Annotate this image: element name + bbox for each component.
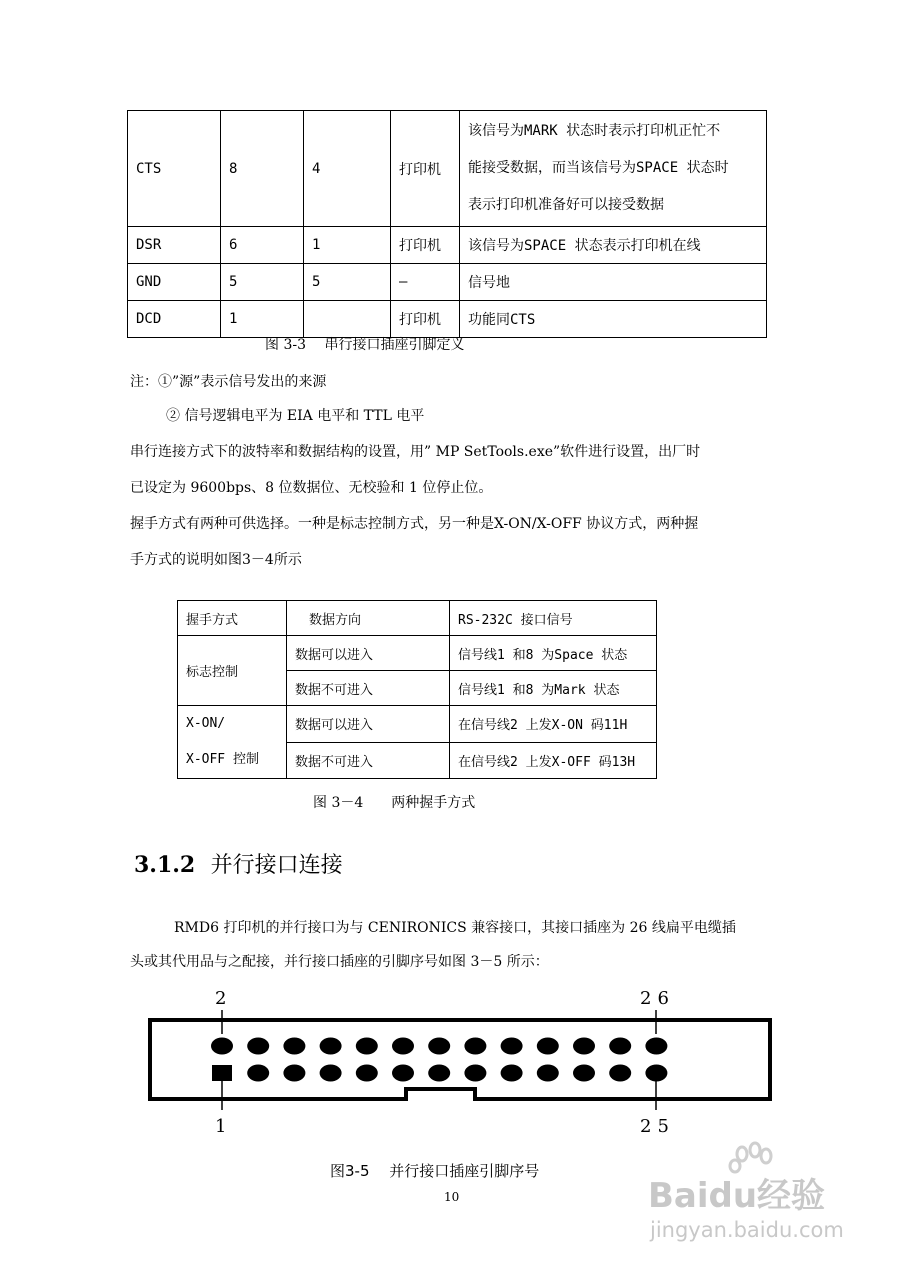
watermark-url: jingyan.baidu.com — [650, 1218, 844, 1242]
table-caption: 图 3－4 两种握手方式 — [313, 795, 476, 811]
direction-cell: 数据可以进入 — [287, 636, 450, 671]
pin-label-26: 26 — [640, 988, 675, 1009]
pin-1-square — [212, 1065, 232, 1081]
paragraph-line: 已设定为 9600bps、8 位数据位、无校验和 1 位停止位。 — [130, 480, 493, 496]
table-row — [128, 301, 767, 338]
mode-cell — [178, 706, 287, 779]
direction-cell: 数据可以进入 — [287, 706, 450, 743]
pin — [320, 1038, 342, 1055]
pin — [392, 1038, 414, 1055]
pin — [645, 1065, 667, 1082]
section-heading — [134, 848, 343, 879]
pin — [247, 1065, 269, 1082]
pin — [247, 1038, 269, 1055]
note-1: 注：①”源”表示信号发出的来源 — [130, 374, 327, 390]
pin — [320, 1065, 342, 1082]
connector-outline — [150, 1020, 770, 1099]
mode-cell: 标志控制 — [178, 636, 287, 706]
pin — [464, 1038, 486, 1055]
pin — [464, 1065, 486, 1082]
table-header-row — [178, 601, 657, 636]
paragraph-line: 头或其代用品与之配接，并行接口插座的引脚序号如图 3－5 所示： — [130, 954, 549, 970]
table-row — [178, 636, 657, 671]
section-title: 并行接口连接 — [210, 853, 343, 878]
pin — [283, 1038, 305, 1055]
table-row — [128, 227, 767, 264]
connector-diagram — [140, 982, 780, 1142]
pin — [501, 1065, 523, 1082]
signal-cell: CTS — [128, 111, 221, 227]
pin-cell: 6 — [221, 227, 304, 264]
column-header: RS-232C 接口信号 — [450, 601, 657, 636]
pin — [537, 1038, 559, 1055]
paragraph-line: RMD6 打印机的并行接口为与 CENIRONICS 兼容接口，其接口插座为 26 线扁平电缆插 — [174, 920, 736, 936]
paragraph-line: 握手方式有两种可供选择。一种是标志控制方式，另一种是X-ON/X-OFF 协议方式，两种握 — [130, 516, 699, 532]
signal-cell: DCD — [128, 301, 221, 338]
signal-cell: 信号线1 和8 为Mark 状态 — [450, 671, 657, 706]
signal-cell: 在信号线2 上发X-OFF 码13H — [450, 742, 657, 779]
pin — [283, 1065, 305, 1082]
pin-cell: 5 — [221, 264, 304, 301]
serial-pin-table — [127, 110, 767, 338]
desc-line: 表示打印机准备好可以接受数据 — [468, 197, 664, 213]
pin — [428, 1065, 450, 1082]
pin-grid — [211, 1038, 667, 1082]
pin — [428, 1038, 450, 1055]
signal-cell: 在信号线2 上发X-ON 码11H — [450, 706, 657, 743]
pin-cell: 5 — [304, 264, 391, 301]
page-number: 10 — [444, 1190, 460, 1204]
source-cell: 打印机 — [391, 227, 460, 264]
pin-cell: 8 — [221, 111, 304, 227]
section-number: 3.1.2 — [134, 852, 196, 878]
direction-cell: 数据不可进入 — [287, 742, 450, 779]
watermark-brand: Baidu经验 — [648, 1176, 826, 1216]
pin — [392, 1065, 414, 1082]
mode-label-line: X-ON/ — [186, 716, 226, 731]
note-2: ② 信号逻辑电平为 EIA 电平和 TTL 电平 — [166, 408, 425, 424]
signal-cell: GND — [128, 264, 221, 301]
handshake-table — [177, 600, 657, 779]
pin-cell: 4 — [304, 111, 391, 227]
direction-cell: 数据不可进入 — [287, 671, 450, 706]
pin-label-25: 25 — [640, 1116, 675, 1137]
pin — [645, 1038, 667, 1055]
pin-label-2: 2 — [215, 988, 227, 1009]
pin — [356, 1065, 378, 1082]
mode-label-line: X-OFF 控制 — [186, 752, 259, 767]
pin — [211, 1038, 233, 1055]
pin — [573, 1038, 595, 1055]
table-row — [128, 264, 767, 301]
pin — [356, 1038, 378, 1055]
desc-line: 能接受数据，而当该信号为SPACE 状态时 — [468, 160, 729, 176]
source-cell: 打印机 — [391, 301, 460, 338]
pin — [537, 1065, 559, 1082]
pin — [501, 1038, 523, 1055]
desc-line: 该信号为MARK 状态时表示打印机正忙不 — [468, 123, 721, 139]
source-cell: 打印机 — [391, 111, 460, 227]
watermark — [640, 1140, 895, 1270]
signal-cell: 信号线1 和8 为Space 状态 — [450, 636, 657, 671]
paragraph-line: 串行连接方式下的波特率和数据结构的设置，用” MP SetTools.exe”软件进行设置，出厂时 — [130, 444, 701, 460]
pin-cell — [304, 301, 391, 338]
pin-label-1: 1 — [215, 1116, 227, 1137]
description-cell: 信号地 — [460, 264, 767, 301]
table-row — [178, 706, 657, 743]
pin-cell: 1 — [304, 227, 391, 264]
description-cell — [460, 111, 767, 227]
source-cell: — — [391, 264, 460, 301]
table-row — [128, 111, 767, 227]
figure-caption: 图3-5 并行接口插座引脚序号 — [330, 1162, 540, 1180]
description-cell: 该信号为SPACE 状态表示打印机在线 — [460, 227, 767, 264]
pin-cell: 1 — [221, 301, 304, 338]
column-header: 握手方式 — [178, 601, 287, 636]
signal-cell: DSR — [128, 227, 221, 264]
pin — [573, 1065, 595, 1082]
table-caption: 图 3-3 串行接口插座引脚定义 — [265, 337, 465, 353]
pin — [609, 1038, 631, 1055]
paragraph-line: 手方式的说明如图3－4所示 — [130, 552, 302, 568]
column-header: 数据方向 — [287, 601, 450, 636]
description-cell: 功能同CTS — [460, 301, 767, 338]
pin — [609, 1065, 631, 1082]
